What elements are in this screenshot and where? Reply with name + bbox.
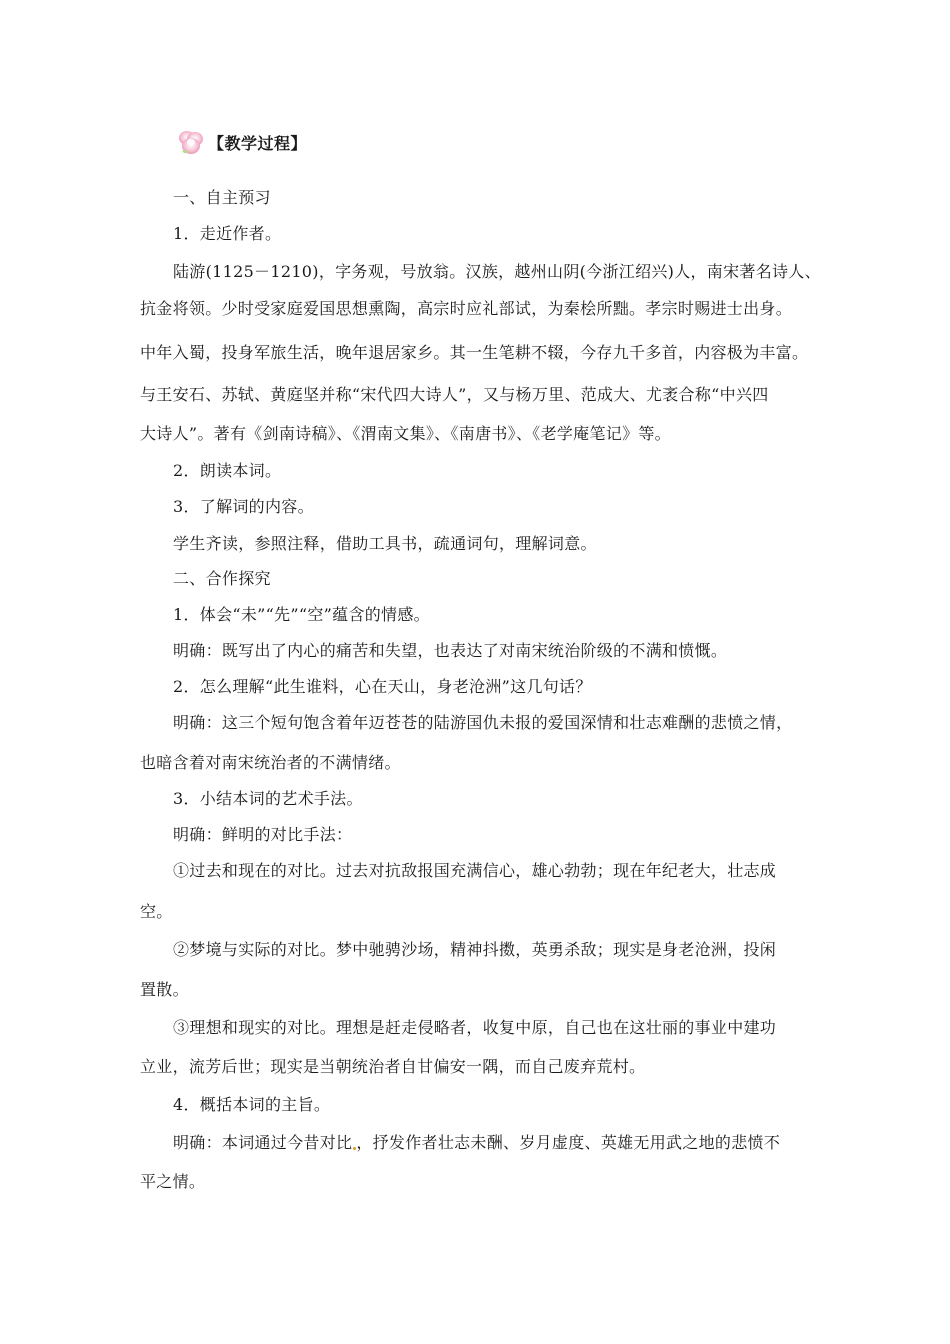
answer-2-line: 明确：这三个短句饱含着年迈苍苍的陆游国仇未报的爱国深情和壮志难酬的悲愤之情， [173,713,793,732]
author-paragraph-line: 陆游(1125－1210)，字务观，号放翁。汉族，越州山阴(今浙江绍兴)人，南宋著名诗人、 [173,262,821,281]
item-2-heading: 2．朗读本词。 [173,461,282,480]
contrast-2-line: ②梦境与实际的对比。梦中驰骋沙场，精神抖擞，英勇杀敌；现实是身老沧洲，投闲 [173,940,777,959]
author-paragraph-line: 大诗人”。著有《剑南诗稿》、《渭南文集》、《南唐书》、《老学庵笔记》等。 [140,424,671,443]
item-3-heading: 3．了解词的内容。 [173,497,314,516]
pink-flower-icon [176,127,206,157]
question-4: 4．概括本词的主旨。 [173,1095,331,1114]
contrast-1-line: ①过去和现在的对比。过去对抗敌报国充满信心，雄心勃勃；现在年纪老大，壮志成 [173,861,777,880]
section-two-heading: 二、合作探究 [173,569,271,588]
reading-instruction: 学生齐读，参照注释，借助工具书，疏通词句，理解词意。 [173,534,597,553]
answer-4-text-start: 明确：本词通过今昔对比 [173,1133,353,1152]
contrast-3-line: 立业，流芳后世；现实是当朝统治者自甘偏安一隅，而自己废弃荒村。 [140,1057,646,1076]
author-paragraph-line: 中年入蜀，投身军旅生活，晚年退居家乡。其一生笔耕不辍，今存九千多首，内容极为丰富。 [140,343,809,362]
answer-3-intro: 明确：鲜明的对比手法： [173,825,353,844]
author-paragraph-line: 抗金将领。少时受家庭爱国思想熏陶，高宗时应礼部试，为秦桧所黜。孝宗时赐进士出身。 [140,299,793,318]
contrast-3-line: ③理想和现实的对比。理想是赶走侵略者，收复中原，自己也在这壮丽的事业中建功 [173,1018,777,1037]
contrast-2-line: 置散。 [140,980,189,999]
answer-2-line: 也暗含着对南宋统治者的不满情绪。 [140,753,401,772]
question-2: 2．怎么理解“此生谁料，心在天山，身老沧洲”这几句话？ [173,677,592,696]
question-1: 1．体会“未”“先”“空”蕴含的情感。 [173,605,430,624]
answer-4-text-end: ，抒发作者壮志未酬、岁月虚度、英雄无用武之地的悲愤不 [356,1133,781,1152]
question-3: 3．小结本词的艺术手法。 [173,789,363,808]
author-paragraph-line: 与王安石、苏轼、黄庭坚并称“宋代四大诗人”，又与杨万里、范成大、尤袤合称“中兴四 [140,385,769,404]
section-one-heading: 一、自主预习 [173,188,271,207]
section-heading [176,124,307,160]
answer-1: 明确：既写出了内心的痛苦和失望，也表达了对南宋统治阶级的不满和愤慨。 [173,641,728,660]
answer-4-line [173,1133,853,1153]
item-1-heading: 1．走近作者。 [173,224,282,243]
answer-4-line: 平之情。 [140,1172,206,1191]
contrast-1-line: 空。 [140,902,173,921]
section-title: 【教学过程】 [208,133,308,153]
